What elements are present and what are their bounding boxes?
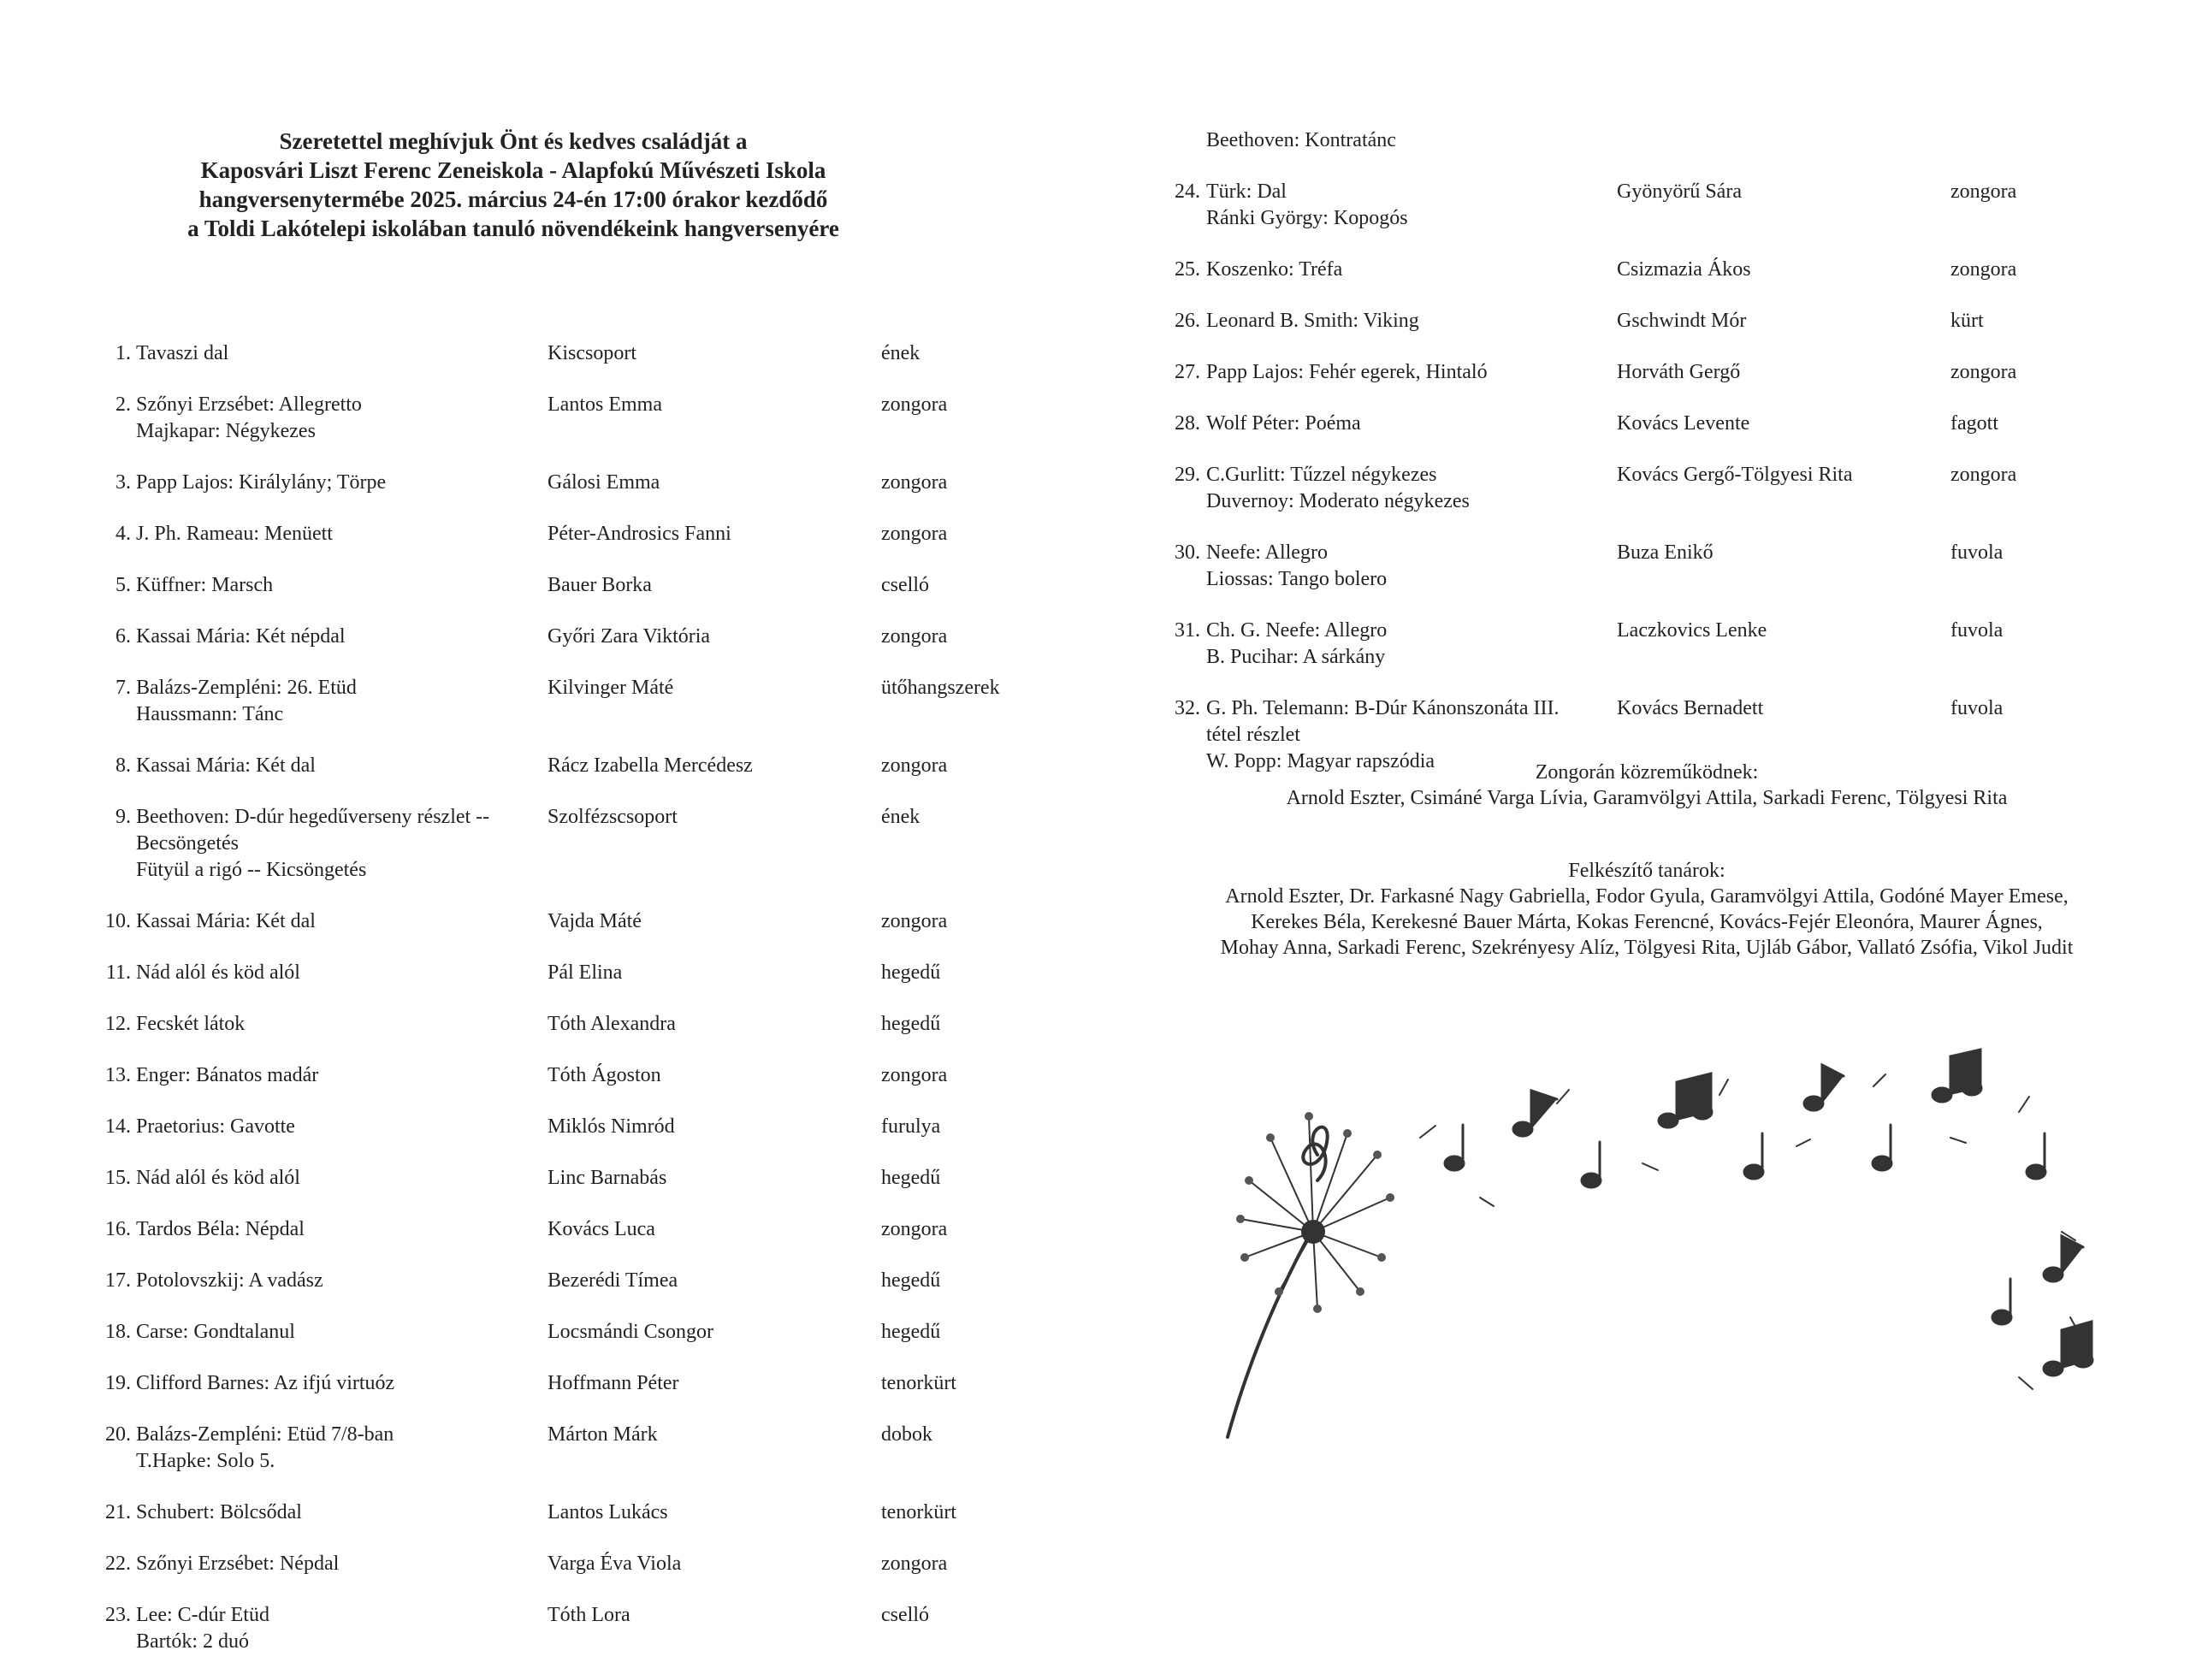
piece-title: Szőnyi Erzsébet: Allegretto [136, 393, 362, 416]
program-item-instrument: furulya [881, 1115, 941, 1138]
program-item-number: 4. [115, 523, 131, 545]
program-item-instrument: zongora [1950, 464, 2017, 486]
program-item-pieces [136, 1422, 394, 1475]
piece-title: Ch. G. Neefe: Allegro [1206, 619, 1388, 642]
program-item-instrument: zongora [881, 1218, 948, 1240]
program-item-performer: Tóth Ágoston [548, 1064, 661, 1086]
invitation-line: a Toldi Lakótelepi iskolában tanuló növendékeink hangversenyére [187, 216, 839, 241]
piece-title: Majkapar: Négykezes [136, 420, 316, 442]
program-item-instrument: tenorkürt [881, 1372, 956, 1394]
piece-title: G. Ph. Telemann: B-Dúr Kánonszonáta III. [1206, 697, 1560, 719]
program-item-number: 3. [115, 471, 131, 494]
program-item-number: 26. [1175, 310, 1200, 332]
program-item-performer: Kilvinger Máté [548, 677, 674, 699]
program-item-pieces [136, 470, 386, 496]
teachers-names: Arnold Eszter, Dr. Farkasné Nagy Gabriella, Fodor Gyula, Garamvölgyi Attila, Godóné Mayer Emese, [1225, 885, 2069, 908]
program-item-instrument: fuvola [1950, 697, 2004, 719]
program-item-performer: Péter-Androsics Fanni [548, 523, 731, 545]
program-item-pieces [136, 340, 228, 367]
program-item-pieces [136, 521, 333, 547]
program-item-performer: Buza Enikő [1617, 541, 1714, 564]
program-item-instrument: zongora [1950, 361, 2017, 383]
piece-title: Beethoven: Kontratánc [1206, 129, 1396, 151]
piece-title: Balázs-Zempléni: 26. Etüd [136, 677, 357, 699]
program-item-number: 23. [105, 1604, 131, 1626]
program-item-number: 32. [1175, 697, 1200, 719]
program-item-performer: Tóth Alexandra [548, 1013, 676, 1035]
program-item-pieces [136, 960, 300, 986]
program-item-instrument: zongora [881, 625, 948, 648]
piece-title: Nád alól és köd alól [136, 961, 300, 984]
program-item-number: 12. [105, 1013, 131, 1035]
program-item-number: 15. [105, 1167, 131, 1189]
piece-title: Tavaszi dal [136, 342, 229, 364]
accompanists-names: Arnold Eszter, Csimáné Varga Lívia, Garamvölgyi Attila, Sarkadi Ferenc, Tölgyesi Rita [1286, 787, 2008, 809]
piece-title: B. Pucihar: A sárkány [1206, 646, 1386, 668]
program-item-performer: Bauer Borka [548, 574, 652, 596]
piece-title: Nád alól és köd alól [136, 1167, 300, 1189]
teachers-heading: Felkészítő tanárok: [1568, 860, 1725, 882]
program-item-instrument: ütőhangszerek [881, 677, 1000, 699]
program-item-number: 16. [105, 1218, 131, 1240]
program-item-performer: Gyönyörű Sára [1617, 180, 1742, 203]
piece-title: J. Ph. Rameau: Menüett [136, 523, 333, 545]
program-item-number: 28. [1175, 412, 1200, 435]
piece-title: Kassai Mária: Két dal [136, 910, 316, 932]
program-item-pieces [136, 1011, 245, 1038]
piece-title: Becsöngetés [136, 832, 239, 855]
program-item-number: 20. [105, 1423, 131, 1446]
program-item-pieces [1206, 308, 1419, 334]
program-item-number: 13. [105, 1064, 131, 1086]
program-item-instrument: zongora [1950, 258, 2017, 281]
accompanists-section [1155, 760, 2139, 811]
program-item-number: 25. [1175, 258, 1200, 281]
piece-title: tétel részlet [1206, 724, 1300, 746]
program-item-pieces [1206, 540, 1387, 593]
piece-title: Papp Lajos: Fehér egerek, Hintaló [1206, 361, 1488, 383]
invitation-text [128, 127, 898, 243]
program-item-pieces [136, 1500, 302, 1526]
piece-title: Bartók: 2 duó [136, 1630, 249, 1653]
program-item-number: 8. [115, 754, 131, 777]
program-item-instrument: hegedű [881, 1013, 941, 1035]
program-item-instrument: fuvola [1950, 541, 2004, 564]
program-item-performer: Gálosi Emma [548, 471, 660, 494]
program-item-instrument: tenorkürt [881, 1501, 956, 1523]
program-item-pieces [136, 1165, 300, 1192]
program-item-number: 30. [1175, 541, 1200, 564]
program-item-instrument: hegedű [881, 1321, 941, 1343]
program-item-number: 9. [115, 806, 131, 828]
program-item-performer: Horváth Gergő [1617, 361, 1741, 383]
program-item-instrument: cselló [881, 1604, 929, 1626]
invitation-line: Kaposvári Liszt Ferenc Zeneiskola - Alapfokú Művészeti Iskola [200, 157, 826, 183]
program-item-number: 24. [1175, 180, 1200, 203]
piece-title: Praetorius: Gavotte [136, 1115, 295, 1138]
program-item-performer: Gschwindt Mór [1617, 310, 1747, 332]
accompanists-heading: Zongorán közreműködnek: [1535, 761, 1759, 784]
program-item-pieces [136, 624, 346, 650]
invitation-line: Szeretettel meghívjuk Önt és kedves családját a [279, 128, 748, 154]
program-item-pieces [1206, 411, 1361, 437]
program-item-number: 29. [1175, 464, 1200, 486]
program-item-instrument: dobok [881, 1423, 932, 1446]
program-item-number: 1. [115, 342, 131, 364]
program-item-performer: Márton Márk [548, 1423, 658, 1446]
program-item-instrument: zongora [881, 910, 948, 932]
piece-title: Szőnyi Erzsébet: Népdal [136, 1553, 340, 1575]
program-item-instrument: zongora [881, 1064, 948, 1086]
program-item-performer: Locsmándi Csongor [548, 1321, 713, 1343]
program-item-performer: Lantos Lukács [548, 1501, 668, 1523]
piece-title: Neefe: Allegro [1206, 541, 1328, 564]
program-item-pieces [1206, 127, 1396, 154]
program-item-pieces [136, 804, 489, 884]
piece-title: T.Hapke: Solo 5. [136, 1450, 275, 1472]
program-item-pieces [136, 1062, 318, 1089]
program-item-performer: Lantos Emma [548, 393, 662, 416]
program-item-pieces [1206, 618, 1387, 671]
teachers-section [1155, 858, 2139, 961]
piece-title: Duvernoy: Moderato négykezes [1206, 490, 1470, 512]
program-item-number: 10. [105, 910, 131, 932]
piece-title: Türk: Dal [1206, 180, 1287, 203]
piece-title: Küffner: Marsch [136, 574, 274, 596]
program-item-performer: Miklós Nimród [548, 1115, 675, 1138]
piece-title: Enger: Bánatos madár [136, 1064, 319, 1086]
program-item-instrument: fuvola [1950, 619, 2004, 642]
program-item-performer: Kovács Levente [1617, 412, 1750, 435]
program-item-number: 6. [115, 625, 131, 648]
program-item-instrument: hegedű [881, 961, 941, 984]
program-item-instrument: zongora [881, 754, 948, 777]
program-item-instrument: zongora [881, 1553, 948, 1575]
program-item-instrument: ének [881, 342, 920, 364]
piece-title: Potolovszkij: A vadász [136, 1269, 323, 1292]
piece-title: Tardos Béla: Népdal [136, 1218, 305, 1240]
program-item-performer: Kovács Luca [548, 1218, 655, 1240]
program-item-instrument: zongora [881, 471, 948, 494]
piece-title: Ránki György: Kopogós [1206, 207, 1408, 229]
program-item-performer: Kovács Gergő-Tölgyesi Rita [1617, 464, 1853, 486]
program-item-performer: Vajda Máté [548, 910, 642, 932]
program-item-pieces [1206, 359, 1488, 386]
piece-title: W. Popp: Magyar rapszódia [1206, 750, 1435, 772]
program-item-number: 31. [1175, 619, 1200, 642]
program-item-number: 17. [105, 1269, 131, 1292]
piece-title: Fecskét látok [136, 1013, 246, 1035]
program-item-performer: Rácz Izabella Mercédesz [548, 754, 753, 777]
program-item-number: 18. [105, 1321, 131, 1343]
program-item-performer: Kiscsoport [548, 342, 636, 364]
piece-title: Liossas: Tango bolero [1206, 568, 1388, 590]
program-item-pieces [136, 1268, 323, 1294]
program-item-number: 5. [115, 574, 131, 596]
program-item-pieces [136, 908, 316, 935]
program-item-performer: Varga Éva Viola [548, 1553, 682, 1575]
program-item-pieces [1206, 462, 1470, 515]
program-item-number: 21. [105, 1501, 131, 1523]
program-item-instrument: hegedű [881, 1269, 941, 1292]
program-item-pieces [1206, 179, 1408, 232]
program-item-performer: Csizmazia Ákos [1617, 258, 1751, 281]
program-item-number: 2. [115, 393, 131, 416]
piece-title: C.Gurlitt: Tűzzel négykezes [1206, 464, 1437, 486]
program-item-number: 14. [105, 1115, 131, 1138]
piece-title: Leonard B. Smith: Viking [1206, 310, 1419, 332]
teachers-names: Mohay Anna, Sarkadi Ferenc, Szekrényesy Alíz, Tölgyesi Rita, Ujláb Gábor, Vallató Zsófia, Vikol Judit [1220, 937, 2074, 959]
piece-title: Kassai Mária: Két dal [136, 754, 316, 777]
piece-title: Beethoven: D-dúr hegedűverseny részlet -- [136, 806, 490, 828]
program-item-performer: Pál Elina [548, 961, 623, 984]
program-item-number: 7. [115, 677, 131, 699]
program-item-instrument: zongora [1950, 180, 2017, 203]
invitation-line: hangversenytermébe 2025. március 24-én 17:00 órakor kezdődő [198, 186, 828, 212]
piece-title: Wolf Péter: Poéma [1206, 412, 1361, 435]
program-item-pieces [136, 392, 362, 445]
program-item-pieces [136, 1551, 339, 1577]
program-item-pieces [136, 572, 273, 599]
program-item-instrument: zongora [881, 523, 948, 545]
program-item-number: 22. [105, 1553, 131, 1575]
piece-title: Clifford Barnes: Az ifjú virtuóz [136, 1372, 395, 1394]
program-item-performer: Tóth Lora [548, 1604, 630, 1626]
program-item-pieces [136, 675, 357, 728]
piece-title: Schubert: Bölcsődal [136, 1501, 302, 1523]
program-item-instrument: ének [881, 806, 920, 828]
piece-title: Haussmann: Tánc [136, 703, 284, 725]
piece-title: Lee: C-dúr Etüd [136, 1604, 269, 1626]
program-item-performer: Laczkovics Lenke [1617, 619, 1767, 642]
piece-title: Carse: Gondtalanul [136, 1321, 295, 1343]
dandelion-music-notes-icon [1198, 1035, 2113, 1446]
piece-title: Fütyül a rigó -- Kicsöngetés [136, 859, 367, 881]
program-item-performer: Hoffmann Péter [548, 1372, 679, 1394]
piece-title: Balázs-Zempléni: Etüd 7/8-ban [136, 1423, 394, 1446]
piece-title: Koszenko: Tréfa [1206, 258, 1343, 281]
teachers-names: Kerekes Béla, Kerekesné Bauer Márta, Kokas Ferencné, Kovács-Fejér Eleonóra, Maurer Ágnes, [1251, 911, 2043, 933]
piece-title: Kassai Mária: Két népdal [136, 625, 346, 648]
program-item-pieces [1206, 257, 1342, 283]
program-item-pieces [136, 1216, 305, 1243]
program-item-pieces [136, 1319, 295, 1346]
program-item-pieces [136, 1114, 295, 1140]
program-item-performer: Kovács Bernadett [1617, 697, 1764, 719]
program-item-instrument: hegedű [881, 1167, 941, 1189]
program-item-pieces [136, 753, 316, 779]
program-item-instrument: cselló [881, 574, 929, 596]
program-item-instrument: kürt [1950, 310, 1984, 332]
program-item-performer: Győri Zara Viktória [548, 625, 711, 648]
program-item-performer: Bezerédi Tímea [548, 1269, 678, 1292]
program-item-performer: Szolfézscsoport [548, 806, 678, 828]
program-item-instrument: zongora [881, 393, 948, 416]
program-item-performer: Linc Barnabás [548, 1167, 667, 1189]
program-item-pieces [136, 1370, 394, 1397]
program-item-instrument: fagott [1950, 412, 1998, 435]
piece-title: Papp Lajos: Királylány; Törpe [136, 471, 387, 494]
program-item-pieces [136, 1602, 269, 1655]
program-item-number: 11. [105, 961, 131, 984]
program-item-number: 27. [1175, 361, 1200, 383]
program-item-number: 19. [105, 1372, 131, 1394]
